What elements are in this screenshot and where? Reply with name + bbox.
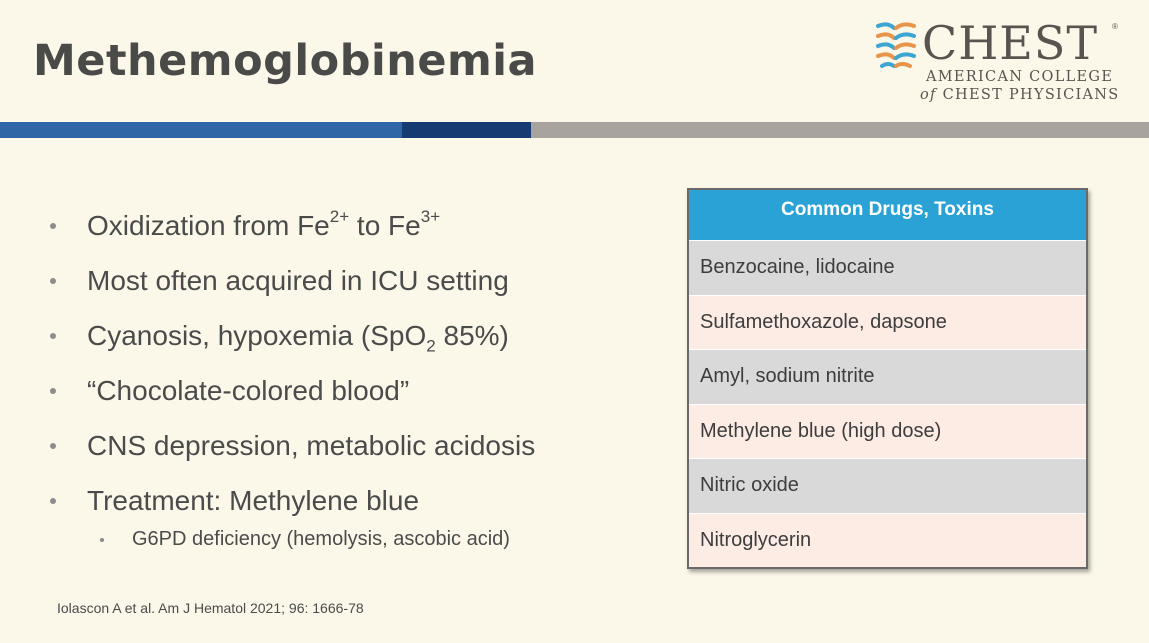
- bullet-cyanosis: [48, 308, 535, 363]
- bullet-dot: [50, 388, 56, 394]
- bullet-dot: [50, 498, 56, 504]
- table-row: Benzocaine, lidocaine: [689, 240, 1086, 295]
- logo-tagline-1: AMERICAN COLLEGE: [926, 69, 1114, 85]
- slide-title: Methemoglobinemia: [33, 36, 538, 86]
- bullet-text: “Chocolate-colored blood”: [87, 374, 410, 406]
- table-row: Methylene blue (high dose): [689, 404, 1086, 459]
- chest-logo: [870, 14, 1120, 106]
- sub-bullet-g6pd: [100, 528, 510, 551]
- bullet-dot: [50, 278, 56, 284]
- sub-bullet-text: G6PD deficiency (hemolysis, ascobic acid): [132, 528, 510, 550]
- bullet-dot: [50, 333, 56, 339]
- bullet-dot: [50, 443, 56, 449]
- bullet-text: Oxidization from $Fe^{2+}$ to $Fe^{3+}$: [87, 207, 441, 241]
- bullet-text: Treatment: Methylene blue: [87, 484, 420, 516]
- bullet-text: CNS depression, metabolic acidosis: [87, 429, 536, 461]
- table-row: Nitric oxide: [689, 458, 1086, 513]
- bullet-list: [48, 198, 535, 528]
- drugs-table: [687, 188, 1088, 569]
- logo-tagline-rest: CHEST PHYSICIANS: [936, 87, 1120, 103]
- bullet-oxidization: [48, 198, 535, 253]
- table-header: Common Drugs, Toxins: [689, 190, 1086, 240]
- bullet-chocolate-blood: [48, 363, 535, 418]
- bullet-treatment: [48, 473, 535, 528]
- logo-wordmark: CHEST: [922, 16, 1099, 70]
- header-bar-navy: [402, 122, 531, 138]
- bullet-dot: [50, 223, 56, 229]
- header-bar-blue: [0, 122, 402, 138]
- bullet-icu: [48, 253, 535, 308]
- citation: Iolascon A et al. Am J Hematol 2021; 96: 1666-78: [57, 600, 364, 616]
- table-row: Amyl, sodium nitrite: [689, 349, 1086, 404]
- table-row: Nitroglycerin: [689, 513, 1086, 568]
- bullet-text: Most often acquired in ICU setting: [87, 264, 509, 296]
- logo-tagline-2: [920, 87, 1120, 103]
- header-bar-gray: [531, 122, 1149, 138]
- bullet-cns: [48, 418, 535, 473]
- sub-bullet-dot: [100, 538, 104, 542]
- table-row: Sulfamethoxazole, dapsone: [689, 295, 1086, 350]
- logo-tagline-of: of: [920, 87, 937, 103]
- bullet-text: Cyanosis, hypoxemia (SpO$_2$ 85%): [87, 319, 509, 356]
- logo-registered-mark: ®: [1112, 22, 1118, 31]
- chest-logo-icon: [874, 20, 918, 70]
